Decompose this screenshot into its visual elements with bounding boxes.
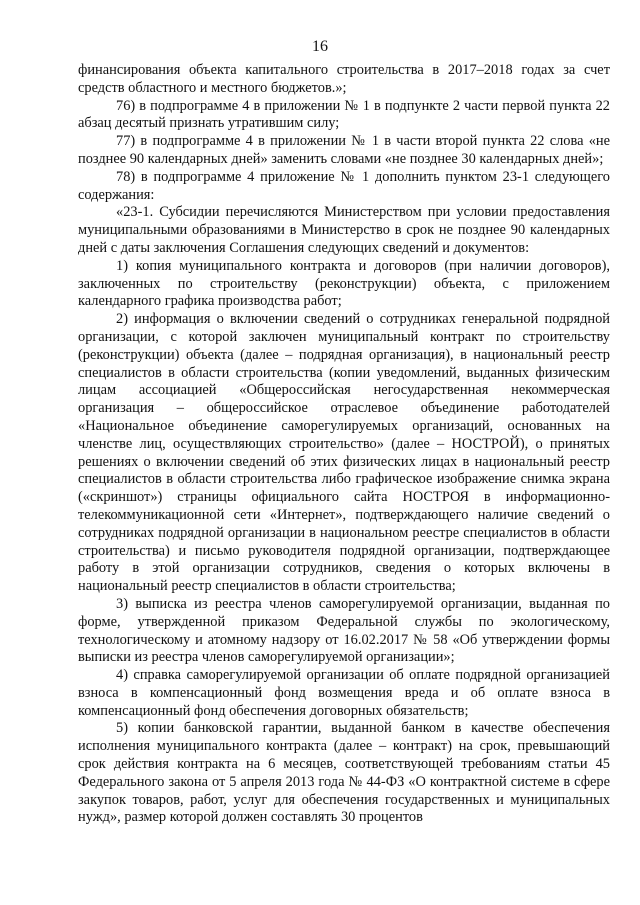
paragraph-clause-23-1: «23-1. Субсидии перечисляются Министерством при условии предоставления муниципальными образованиями в Министерство в срок не позднее 90 календарных дней с даты заключения Соглашения следующих сведений и документов: [78,204,610,256]
paragraph-subitem-4: 4) справка саморегулируемой организации об оплате подрядной организацией взноса в компенсационный фонд возмещения вреда и об оплате взноса в компенсационный фонд обеспечения договорных обязательств; [78,667,610,719]
paragraph-subitem-3: 3) выписка из реестра членов саморегулируемой организации, выданная по форме, утвержденной приказом Федеральной службы по экологическому, технологическому и атомному надзору от 16.02.2017 № 58 «Об утверждении формы выписки из реестра членов саморегулируемой организации»; [78,595,610,666]
paragraph-item-76: 76) в подпрограмме 4 в приложении № 1 в подпункте 2 части первой пункта 22 абзац десятый признать утратившим силу; [78,97,610,132]
document-body [78,62,610,827]
paragraph-item-78: 78) в подпрограмме 4 приложение № 1 дополнить пунктом 23-1 следующего содержания: [78,168,610,203]
paragraph-subitem-2: 2) информация о включении сведений о сотрудниках генеральной подрядной организации, с которой заключен муниципальный контракт по строительству (реконструкции) объекта (далее – подрядная организация), в национальный реестр специалистов в области строительства (копии уведомлений, выданных физическим лицам ассоциацией «Общероссийская негосударственная некоммерческая организация – общероссийское отраслевое объединение работодателей «Национальное объединение саморегулируемых организаций, основанных на членстве лиц, осуществляющих строительство» (далее – НОСТРОЙ), о принятых решениях о включении сведений об этих физических лицах в национальный реестр специалистов в области строительства либо графическое изображение снимка экрана («скриншот») страницы официального сайта НОСТРОЯ в информационно-телекоммуникационной сети «Интернет», подтверждающего наличие сведений о сотрудниках подрядной организации в национальном реестре специалистов в области строительства) и письмо руководителя подрядной организации, подтверждающее работу в этой организации сотрудников, сведения о которых включены в национальный реестр специалистов в области строительства; [78,311,610,595]
paragraph-subitem-5: 5) копии банковской гарантии, выданной банком в качестве обеспечения исполнения муниципального контракта (далее – контракт) на срок, превышающий срок действия контракта на 6 месяцев, соответствующей требованиям статьи 45 Федерального закона от 5 апреля 2013 года № 44-ФЗ «О контрактной системе в сфере закупок товаров, работ, услуг для обеспечения государственных и муниципальных нужд», размер которой должен составлять 30 процентов [78,720,610,826]
paragraph-subitem-1: 1) копия муниципального контракта и договоров (при наличии договоров), заключенных по строительству (реконструкции) объекта, с приложением календарного графика производства работ; [78,257,610,310]
paragraph-item-77: 77) в подпрограмме 4 в приложении № 1 в части второй пункта 22 слова «не позднее 90 календарных дней» заменить словами «не позднее 30 календарных дней»; [78,133,610,167]
paragraph-continuation: финансирования объекта капитального строительства в 2017–2018 годах за счет средств областного и местного бюджетов.»; [78,62,610,96]
page-number: 16 [312,38,328,55]
